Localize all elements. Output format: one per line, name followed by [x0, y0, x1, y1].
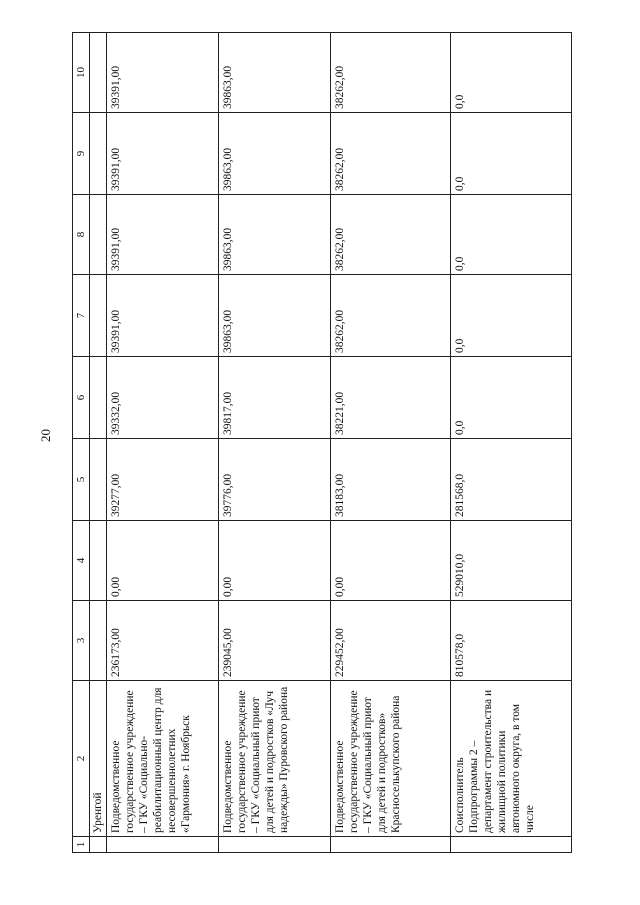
page-number: 20 [38, 429, 53, 442]
empty-cell [90, 837, 107, 853]
header-cell: 1 [73, 837, 90, 853]
value-cell: 38183,00 [331, 439, 451, 521]
value-cell: 38262,00 [331, 33, 451, 113]
value-cell: 239045,00 [219, 601, 331, 681]
value-cell: 0,00 [219, 521, 331, 601]
header-cell: 8 [73, 195, 90, 275]
value-cell: 0,0 [451, 357, 572, 439]
row-name: Подведомственное государственное учреждение – ГКУ «Социально-реабилитационный центр для несовершеннолетних «Гармония» г. Ноябрьск [107, 681, 219, 837]
value-cell: 39391,00 [107, 195, 219, 275]
empty-cell [90, 521, 107, 601]
rotated-table-container [72, 33, 572, 853]
empty-cell [219, 837, 331, 853]
table-row [219, 33, 331, 853]
header-cell: 10 [73, 33, 90, 113]
value-cell: 0,0 [451, 113, 572, 195]
table-row [107, 33, 219, 853]
empty-cell [331, 837, 451, 853]
row-name: Подведомственное государственное учреждение – ГКУ «Социальный приют для детей и подростков «Луч надежды» Пуровского района [219, 681, 331, 837]
value-cell: 39391,00 [107, 275, 219, 357]
empty-cell [90, 113, 107, 195]
value-cell: 0,00 [331, 521, 451, 601]
empty-cell [90, 357, 107, 439]
value-cell: 38262,00 [331, 113, 451, 195]
value-cell: 39277,00 [107, 439, 219, 521]
empty-cell [90, 33, 107, 113]
header-cell: 6 [73, 357, 90, 439]
value-cell: 39817,00 [219, 357, 331, 439]
header-cell: 7 [73, 275, 90, 357]
value-cell: 39863,00 [219, 113, 331, 195]
value-cell: 39391,00 [107, 113, 219, 195]
header-row [73, 33, 90, 853]
empty-cell [90, 601, 107, 681]
table-row [331, 33, 451, 853]
continuation-text: Уренгой [90, 681, 107, 837]
header-cell: 2 [73, 681, 90, 837]
value-cell: 0,0 [451, 33, 572, 113]
value-cell: 39776,00 [219, 439, 331, 521]
row-name: Соисполнитель Подпрограммы 2 – департамент строительства и жилищной политики автономного округа, в том числе [451, 681, 572, 837]
empty-cell [107, 837, 219, 853]
value-cell: 281568,0 [451, 439, 572, 521]
value-cell: 236173,00 [107, 601, 219, 681]
empty-cell [90, 439, 107, 521]
value-cell: 529010,0 [451, 521, 572, 601]
table-row [451, 33, 572, 853]
empty-cell [451, 837, 572, 853]
value-cell: 0,00 [107, 521, 219, 601]
value-cell: 39863,00 [219, 33, 331, 113]
value-cell: 38262,00 [331, 195, 451, 275]
header-cell: 9 [73, 113, 90, 195]
empty-cell [90, 275, 107, 357]
value-cell: 39863,00 [219, 275, 331, 357]
continuation-row [90, 33, 107, 853]
value-cell: 39391,00 [107, 33, 219, 113]
empty-cell [90, 195, 107, 275]
value-cell: 39332,00 [107, 357, 219, 439]
value-cell: 39863,00 [219, 195, 331, 275]
value-cell: 38221,00 [331, 357, 451, 439]
value-cell: 0,0 [451, 195, 572, 275]
header-cell: 5 [73, 439, 90, 521]
value-cell: 810578,0 [451, 601, 572, 681]
header-cell: 3 [73, 601, 90, 681]
value-cell: 229452,00 [331, 601, 451, 681]
row-name: Подведомственное государственное учреждение – ГКУ «Социальный приют для детей и подростков» Красноселькупского района [331, 681, 451, 837]
value-cell: 0,0 [451, 275, 572, 357]
budget-table [72, 32, 572, 853]
value-cell: 38262,00 [331, 275, 451, 357]
header-cell: 4 [73, 521, 90, 601]
